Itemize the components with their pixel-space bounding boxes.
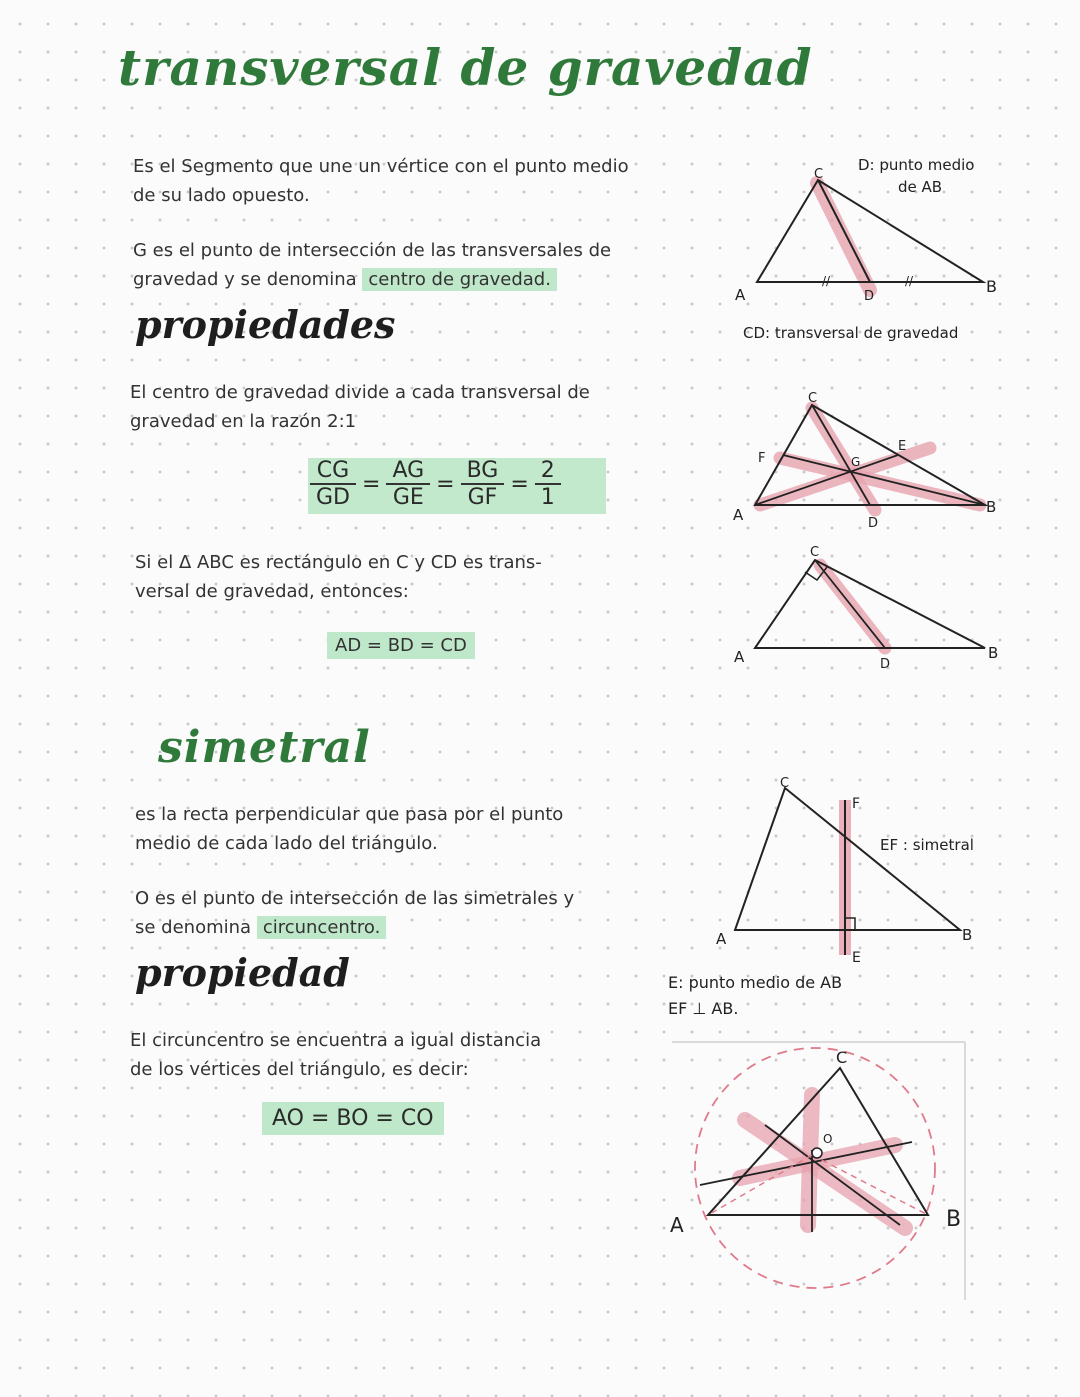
label-a: A xyxy=(716,930,727,948)
circumcenter-prop-line-1: El circuncentro se encuentra a igual distancia xyxy=(130,1030,542,1051)
median-diagram xyxy=(735,156,997,342)
label-f: F xyxy=(758,451,766,466)
label-e: E xyxy=(898,439,907,454)
label-f: F xyxy=(852,796,861,812)
label-b: B xyxy=(986,277,997,296)
circumcenter-prop-line-2: de los vértices del triángulo, es decir: xyxy=(130,1059,469,1080)
simetral-label: EF : simetral xyxy=(880,836,974,854)
property-line-1: El centro de gravedad divide a cada transversal de xyxy=(130,382,590,403)
circumcenter-term-highlight: circuncentro. xyxy=(257,916,386,939)
median-equality-text: AD = BD = CD xyxy=(327,632,475,659)
centroid-term-highlight: centro de gravedad. xyxy=(362,268,557,291)
frac-num: AG xyxy=(386,458,430,485)
bisector-note-2: EF ⊥ AB. xyxy=(668,999,739,1018)
circumcenter-line-2-text: se denomina xyxy=(135,917,252,938)
label-d: D xyxy=(868,516,879,531)
properties-heading: propiedades xyxy=(135,302,396,347)
centroid-line-2-text: gravedad y se denomina xyxy=(133,269,357,290)
midpoint-note-2: de AB xyxy=(898,178,943,196)
label-e: E xyxy=(852,950,861,966)
property-heading: propiedad xyxy=(135,950,350,995)
label-c: C xyxy=(814,167,824,182)
bisector-note-1: E: punto medio de AB xyxy=(668,973,843,992)
frac-den: 1 xyxy=(540,485,555,510)
right-line-1: Si el Δ ABC es rectángulo en C y CD es trans- xyxy=(135,552,542,573)
frac-num: BG xyxy=(461,458,505,485)
midpoint-note-1: D: punto medio xyxy=(858,156,975,174)
label-c: C xyxy=(780,776,790,791)
label-a: A xyxy=(670,1213,684,1237)
simetral-title: simetral xyxy=(158,722,371,773)
label-c: C xyxy=(810,545,820,560)
frac-den: GF xyxy=(467,485,498,510)
median-caption: CD: transversal de gravedad xyxy=(743,324,959,342)
label-c: C xyxy=(808,391,818,406)
ratio-equation: $\frac{CG}{GD}$ = $\frac{AG}{GE}$ = $\frac{BG}{GF}$ = $\frac{2}{1}$ xyxy=(310,458,561,510)
frac-num: 2 xyxy=(535,458,561,485)
centroid-line-1: G es el punto de intersección de las transversales de xyxy=(133,240,612,261)
circumcenter-line-1: O es el punto de intersección de las simetrales y xyxy=(135,888,575,909)
main-title: transversal de gravedad xyxy=(118,38,813,97)
label-b: B xyxy=(962,926,973,944)
simetral-line-1: es la recta perpendicular que pasa por el punto xyxy=(135,804,564,825)
label-d: D xyxy=(864,289,875,304)
label-o: O xyxy=(823,1132,833,1146)
definition-line-1: Es el Segmento que une un vértice con el punto medio xyxy=(133,156,629,177)
label-b: B xyxy=(986,498,997,516)
label-a: A xyxy=(735,286,746,304)
frac-num: CG xyxy=(310,458,356,485)
svg-text://: // xyxy=(822,274,831,288)
label-d: D xyxy=(880,657,891,672)
frac-den: GD xyxy=(316,485,350,510)
circumcircle-diagram xyxy=(670,1042,965,1300)
label-g: G xyxy=(851,455,861,469)
property-line-2: gravedad en la razón 2:1 xyxy=(130,411,357,432)
bisector-diagram xyxy=(668,776,974,1018)
right-triangle-diagram xyxy=(734,545,998,672)
simetral-line-2: medio de cada lado del triángulo. xyxy=(135,833,438,854)
definition-line-2: de su lado opuesto. xyxy=(133,185,310,206)
label-c: C xyxy=(836,1048,848,1067)
label-a: A xyxy=(733,506,744,524)
label-b: B xyxy=(946,1207,962,1232)
circumcenter-equality-text: AO = BO = CO xyxy=(262,1102,444,1135)
right-line-2: versal de gravedad, entonces: xyxy=(135,581,409,602)
label-b: B xyxy=(988,644,999,662)
label-a: A xyxy=(734,648,745,666)
centroid-diagram xyxy=(733,391,996,531)
frac-den: GE xyxy=(392,485,424,510)
svg-text://: // xyxy=(905,274,914,288)
